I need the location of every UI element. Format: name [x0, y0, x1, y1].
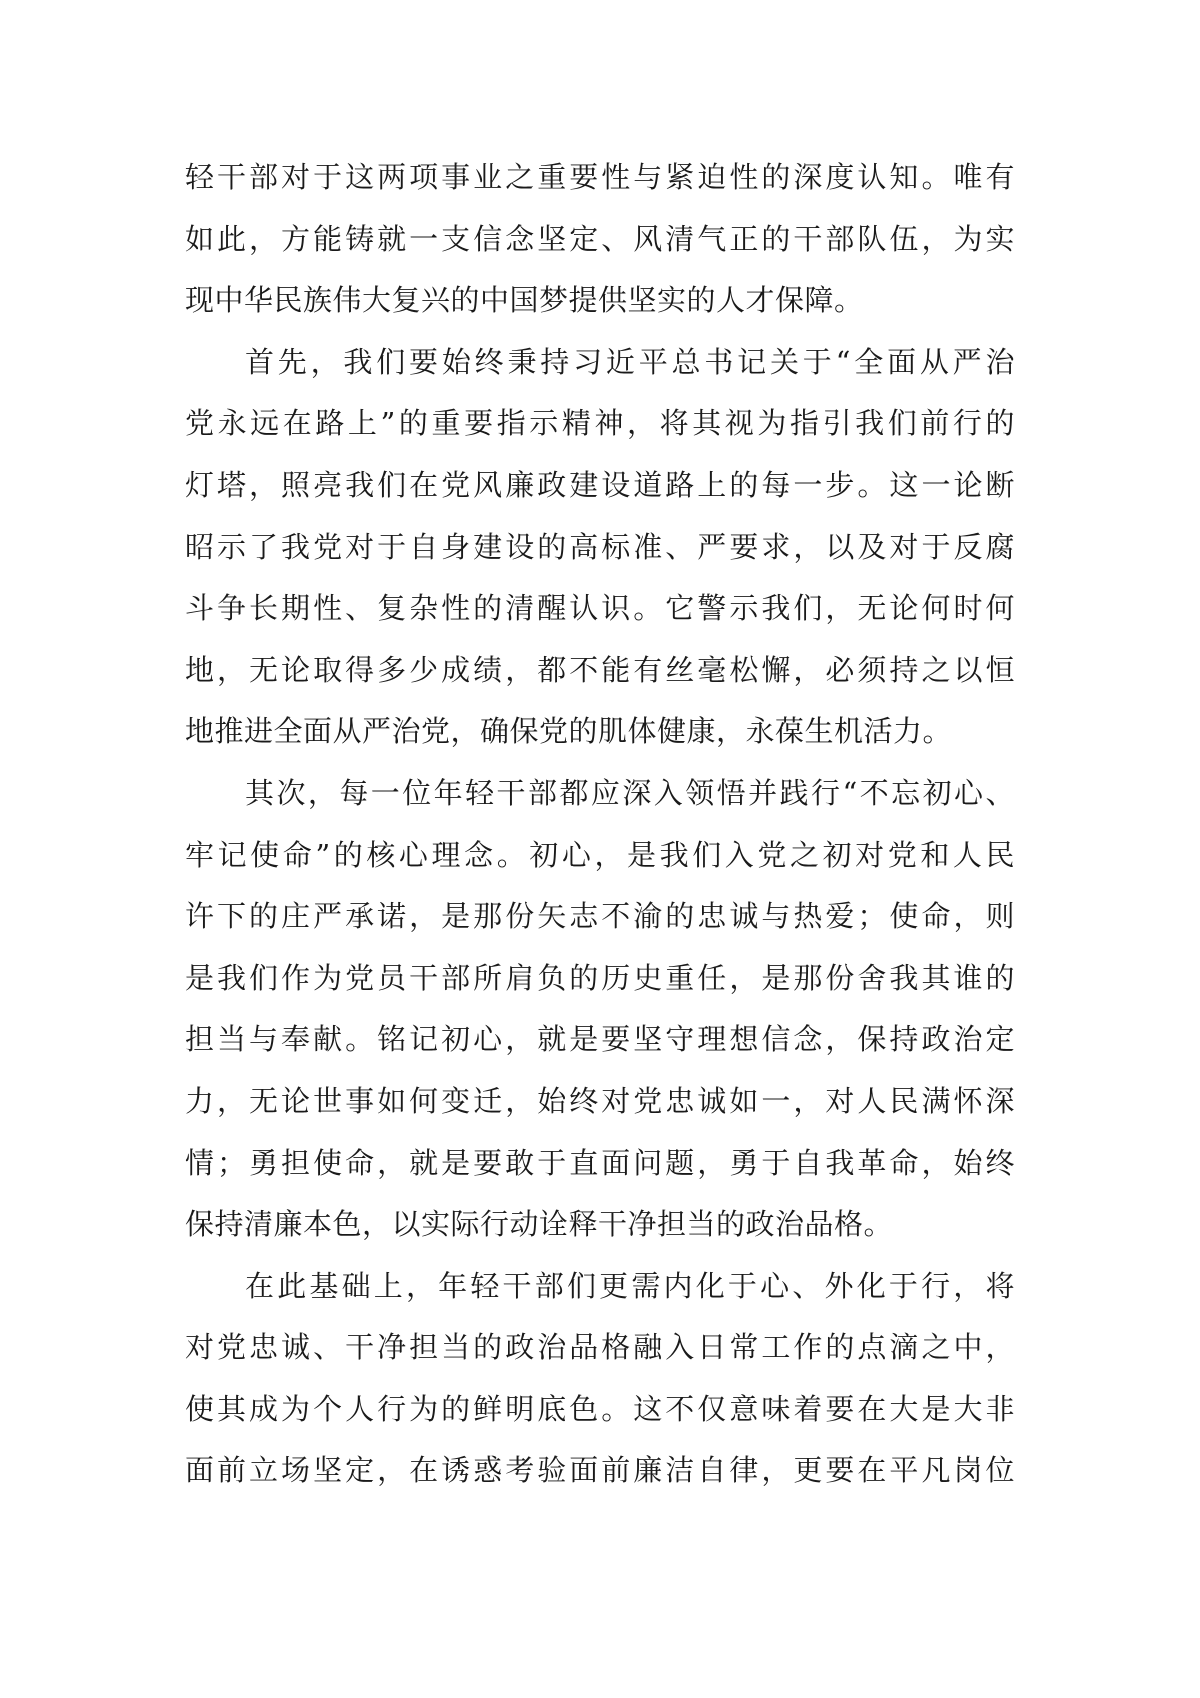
text-line: 轻干部对于这两项事业之重要性与紧迫性的深度认知。唯有 — [185, 160, 1015, 194]
text-line: 如此，方能铸就一支信念坚定、风清气正的干部队伍，为实 — [185, 221, 1015, 256]
text-line: 昭示了我党对于自身建设的高标准、严要求，以及对于反腐 — [185, 529, 1015, 564]
text-line: 现中华民族伟大复兴的中国梦提供坚实的人才保障。 — [185, 283, 864, 318]
text-line: 灯塔，照亮我们在党风廉政建设道路上的每一步。这一论断 — [185, 467, 1015, 502]
body-text — [185, 147, 1015, 1502]
text-line: 地，无论取得多少成绩，都不能有丝毫松懈，必须持之以恒 — [185, 652, 1015, 687]
text-line: 其次，每一位年轻干部都应深入领悟并践行“不忘初心、 — [245, 775, 1015, 810]
text-line: 情；勇担使命，就是要敢于直面问题，勇于自我革命，始终 — [185, 1145, 1015, 1180]
text-line: 使其成为个人行为的鲜明底色。这不仅意味着要在大是大非 — [185, 1391, 1015, 1426]
text-line: 牢记使命”的核心理念。初心，是我们入党之初对党和人民 — [185, 837, 1015, 872]
text-line: 保持清廉本色，以实际行动诠释干净担当的政治品格。 — [185, 1207, 894, 1242]
text-line: 首先，我们要始终秉持习近平总书记关于“全面从严治 — [245, 344, 1015, 379]
text-line: 力，无论世事如何变迁，始终对党忠诚如一，对人民满怀深 — [185, 1083, 1015, 1118]
text-line: 党永远在路上”的重要指示精神，将其视为指引我们前行的 — [185, 406, 1015, 441]
text-line: 许下的庄严承诺，是那份矢志不渝的忠诚与热爱；使命，则 — [185, 899, 1015, 934]
text-line: 斗争长期性、复杂性的清醒认识。它警示我们，无论何时何 — [185, 591, 1015, 626]
text-line: 在此基础上，年轻干部们更需内化于心、外化于行，将 — [245, 1268, 1015, 1303]
text-line: 地推进全面从严治党，确保党的肌体健康，永葆生机活力。 — [185, 714, 953, 749]
text-line: 担当与奉献。铭记初心，就是要坚守理想信念，保持政治定 — [185, 1022, 1015, 1057]
text-line: 对党忠诚、干净担当的政治品格融入日常工作的点滴之中， — [185, 1330, 1015, 1365]
text-line: 面前立场坚定，在诱惑考验面前廉洁自律，更要在平凡岗位 — [185, 1453, 1015, 1488]
text-line: 是我们作为党员干部所肩负的历史重任，是那份舍我其谁的 — [185, 960, 1015, 995]
